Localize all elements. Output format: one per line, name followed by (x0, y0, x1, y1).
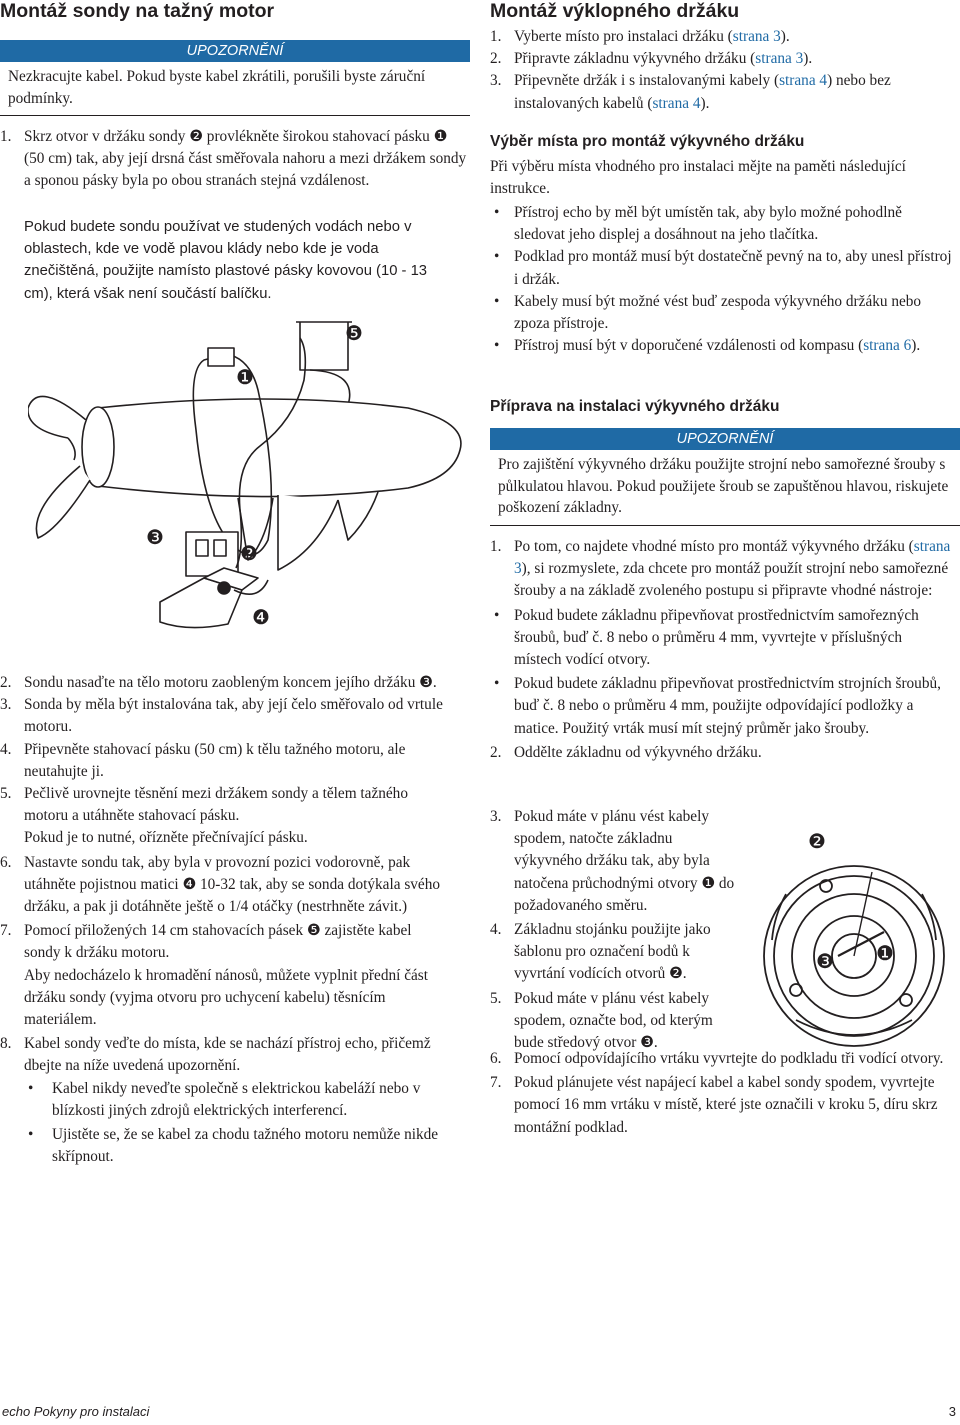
warning-heading: UPOZORNĚNÍ (490, 428, 960, 450)
base-callout-2: ❷ (808, 829, 826, 853)
bullet-item: • Kabel nikdy neveďte společně s elektrickou kabeláží nebo v blízkosti jiných zdrojů elektrických interferencí. (28, 1079, 421, 1119)
step-2: 2. Oddělte základnu od výkyvného držáku. (490, 743, 762, 761)
step-text: Skrz otvor v držáku sondy ❷ provlékněte širokou stahovací pásku ❶ (50 cm) tak, aby její drsná část směřovala nahoru a mezi držákem sondy a sponou pásky byla po obou stranách stejná vzdálenost. (24, 128, 467, 190)
bullet-item: • Přístroj musí být v doporučené vzdálenosti od kompasu (strana 6). (494, 337, 921, 355)
location-bullets (490, 202, 956, 357)
swivel-base-figure (756, 820, 952, 1050)
step-1-note: Pokud budete sondu používat ve studených vodách nebo v oblastech, kde ve vodě plavou klády nebo kde je voda znečištěná, použijte namísto plastové pásky kovovou (10 - 13 cm), která však není součástí balíčku. (24, 219, 428, 302)
page-link[interactable]: strana 4 (779, 72, 828, 90)
warning-text: Pro zajištění výkyvného držáku použijte strojní nebo samořezné šrouby s půlkulatou hlavou. Pokud použijete šroub se zapuštěnou hlavou, riskujete poškození základny. (490, 450, 960, 526)
section-title-location: Výběr místa pro montáž výkyvného držáku (490, 133, 805, 150)
bullet-item: • Přístroj echo by měl být umístěn tak, aby bylo možné pohodlně sledovat jeho displej a dosáhnout na jeho tlačítka. (494, 204, 902, 244)
bullet-item: • Kabely musí být možné vést buď zespoda výkyvného držáku nebo zpoza přístroje. (494, 292, 922, 333)
section-title-motor-mount: Montáž sondy na tažný motor (0, 0, 275, 22)
prep-steps-narrow (490, 806, 742, 1054)
prep-steps (490, 536, 952, 764)
step-7: 7. Pomocí přiložených 14 cm stahovacích pásek ❺ zajistěte kabel sondy k držáku motoru. (0, 922, 412, 962)
page-link[interactable]: strana 3 (732, 28, 781, 45)
step-8: 8. Kabel sondy veďte do místa, kde se nachází přístroj echo, přičemž dbejte na níže uvedená upozornění. (0, 1035, 431, 1075)
step-5-note: Pokud je to nutné, ořízněte přečnívající pásku. (24, 829, 308, 847)
bullet-item: • Ujistěte se, že se kabel za chodu tažného motoru nemůže nikde skřípnout. (28, 1126, 439, 1166)
step-2: 2. Připravte základnu výkyvného držáku (strana 3). (490, 50, 813, 68)
location-intro: Při výběru místa vhodného pro instalaci mějte na paměti následující instrukce. (490, 158, 906, 198)
section-title-swivel-mount: Montáž výklopného držáku (490, 0, 740, 22)
transducer-motor-figure (28, 310, 468, 660)
footer-doc-title: echo Pokyny pro instalaci (2, 1404, 150, 1419)
bullet-item: • Pokud budete základnu připevňovat prostřednictvím strojních šroubů, buď č. 8 nebo o průměru 4 mm, použijte odpovídající podložky a matice. Použitý vrták musí mít stejný průměr jako šrouby. (494, 675, 941, 737)
page-link[interactable]: strana 6 (863, 337, 912, 355)
footer-page-number: 3 (948, 1404, 956, 1419)
steps-list-bottom (0, 672, 446, 1168)
step-number: 1. (0, 128, 12, 145)
warning-text: Nezkracujte kabel. Pokud byste kabel zkrátili, porušili byste záruční podmínky. (0, 62, 470, 116)
section-title-preparation: Příprava na instalaci výkyvného držáku (490, 398, 780, 415)
warning-box-screws (490, 428, 960, 526)
step-2: 2. Sondu nasaďte na tělo motoru zaobleným koncem jejího držáku ❸. (0, 674, 437, 691)
step-1 (0, 126, 470, 193)
bullet-item: • Podklad pro montáž musí být dostatečně pevný na to, aby unesl přístroj i držák. (494, 248, 952, 288)
step-3: 3. Sonda by měla být instalována tak, aby její čelo směřovalo od vrtule motoru. (0, 696, 443, 736)
warning-heading: UPOZORNĚNÍ (0, 40, 470, 62)
left-column (0, 0, 470, 1166)
step-7-note: Aby nedocházelo k hromadění nánosů, můžete vyplnit přední část držáku sondy (vyjma otvoru pro uchycení kabelu) těsnícím materiálem. (24, 966, 428, 1029)
step-3: 3. Připevněte držák i s instalovanými kabely (strana 4) nebo bez instalovaných kabelů (strana 4). (490, 72, 891, 112)
base-callout-3: ❸ (816, 949, 834, 973)
page-link[interactable]: strana 3 (755, 50, 804, 68)
step-4: 4. Připevněte stahovací pásku (50 cm) k tělu tažného motoru, ale neutahujte ji. (0, 740, 406, 780)
page-link[interactable]: strana 4 (652, 94, 701, 112)
figure-callout-5: ❺ (345, 321, 363, 345)
step-6: 6. Pomocí odpovídajícího vrtáku vyvrtejte do podkladu tři vodící otvory. (490, 1050, 944, 1067)
step-5: 5. Pokud máte v plánu vést kabely spodem, označte bod, od kterým bude středový otvor ❸. (490, 989, 713, 1052)
figure-callout-3: ❸ (146, 525, 164, 549)
figure-callout-2: ❷ (240, 541, 258, 565)
step-1: 1. Po tom, co najdete vhodné místo pro montáž výkyvného držáku (strana 3), si rozmyslete, zda chcete pro montáž použít strojní nebo samořezné šrouby a na základě zvoleného postupu si připravte vhodné nástroje: (490, 538, 951, 600)
step-6: 6. Nastavte sondu tak, aby byla v provozní pozici vodorovně, pak utáhněte pojistnou matici ❹ 10-32 tak, aby se sonda dotýkala svého držáku, a pak ji dotáhněte ještě o 1/4 otáčky (nestrhněte závit.) (0, 853, 441, 916)
step-1: 1. Vyberte místo pro instalaci držáku (strana 3). (490, 28, 790, 45)
prep-steps-tail (490, 1048, 952, 1139)
base-callout-1: ❶ (876, 941, 894, 965)
step-4: 4. Základnu stojánku použijte jako šablonu pro označení bodů k vyvrtání vodících otvorů ❷. (490, 921, 711, 983)
step-7: 7. Pokud plánujete vést napájecí kabel a kabel sondy spodem, vyvrtejte pomocí 16 mm vrtáku v místě, které jste označili v kroku 5, díru skrz montážní podklad. (490, 1074, 938, 1136)
step-3: 3. Pokud máte v plánu vést kabely spodem, natočte základnu výkyvného držáku tak, aby byla natočena průchodnými otvory ❶ do požadovaného směru. (490, 808, 735, 914)
page-link[interactable]: strana 3 (514, 538, 951, 578)
step-5: 5. Pečlivě urovnejte těsnění mezi držákem sondy a tělem tažného motoru a utáhněte stahovací pásku. (0, 785, 408, 825)
warning-box-cable (0, 40, 470, 116)
figure-callout-1: ❶ (236, 365, 254, 389)
steps-swivel (490, 26, 960, 115)
figure-callout-4: ❹ (252, 605, 270, 629)
bullet-item: • Pokud budete základnu připevňovat prostřednictvím samořezných šroubů, buď č. 8 nebo o průměru 4 mm, vyvrtejte v příslušných místech vodící otvory. (494, 606, 919, 669)
